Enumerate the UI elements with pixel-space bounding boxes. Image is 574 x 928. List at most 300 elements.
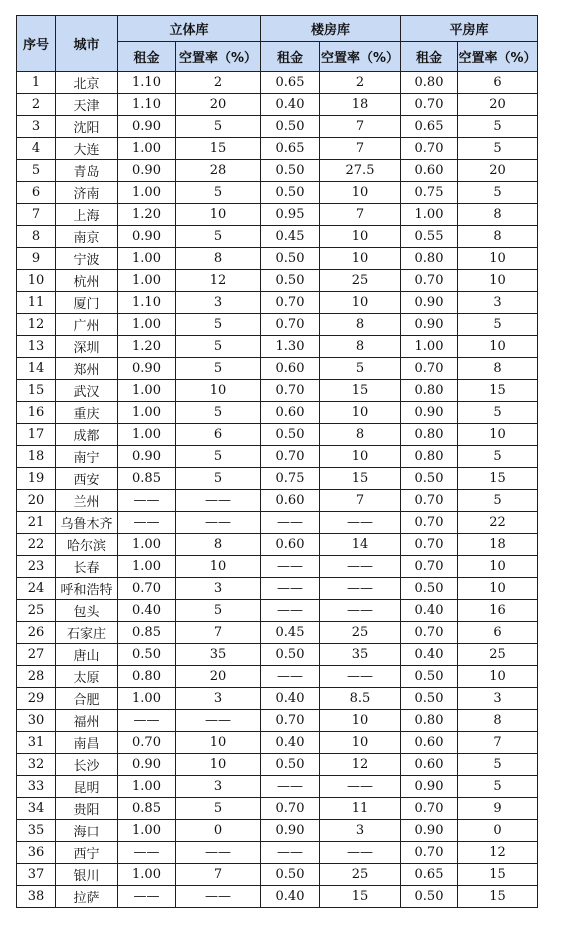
table-body: [17, 72, 538, 908]
cell-index: 20: [17, 490, 56, 512]
table-row: [17, 534, 538, 556]
cell-building-vacancy: ——: [320, 666, 401, 688]
cell-city: 太原: [56, 666, 118, 688]
cell-single-vacancy: 20: [458, 160, 538, 182]
cell-city: 石家庄: [56, 622, 118, 644]
cell-stereo-vacancy: 10: [176, 732, 261, 754]
cell-single-vacancy: 5: [458, 314, 538, 336]
cell-building-rent: 0.50: [261, 182, 320, 204]
cell-stereo-vacancy: ——: [176, 710, 261, 732]
cell-stereo-vacancy: 8: [176, 534, 261, 556]
cell-stereo-vacancy: 3: [176, 776, 261, 798]
table-row: [17, 226, 538, 248]
table-row: [17, 72, 538, 94]
cell-index: 7: [17, 204, 56, 226]
cell-single-rent: 1.00: [401, 336, 458, 358]
cell-stereo-rent: ——: [118, 842, 176, 864]
cell-building-rent: 0.40: [261, 732, 320, 754]
table-row: [17, 776, 538, 798]
cell-single-vacancy: 9: [458, 798, 538, 820]
cell-index: 30: [17, 710, 56, 732]
table-row: [17, 204, 538, 226]
cell-index: 16: [17, 402, 56, 424]
cell-building-vacancy: 2: [320, 72, 401, 94]
cell-building-rent: 0.60: [261, 534, 320, 556]
cell-stereo-vacancy: 5: [176, 226, 261, 248]
cell-building-rent: 0.50: [261, 644, 320, 666]
cell-single-vacancy: 8: [458, 710, 538, 732]
table-row: [17, 688, 538, 710]
cell-stereo-rent: 0.85: [118, 468, 176, 490]
cell-single-vacancy: 5: [458, 754, 538, 776]
cell-index: 28: [17, 666, 56, 688]
cell-index: 6: [17, 182, 56, 204]
cell-city: 北京: [56, 72, 118, 94]
cell-building-rent: ——: [261, 578, 320, 600]
cell-building-vacancy: 14: [320, 534, 401, 556]
cell-single-rent: 0.60: [401, 732, 458, 754]
cell-stereo-rent: 1.00: [118, 182, 176, 204]
table-row: [17, 710, 538, 732]
table-row: [17, 468, 538, 490]
cell-single-rent: 0.80: [401, 380, 458, 402]
cell-single-rent: 0.70: [401, 798, 458, 820]
cell-city: 武汉: [56, 380, 118, 402]
cell-building-vacancy: 5: [320, 358, 401, 380]
header-vacancy: 空置率（%）: [320, 42, 401, 72]
cell-building-rent: 0.70: [261, 292, 320, 314]
cell-index: 32: [17, 754, 56, 776]
cell-city: 成都: [56, 424, 118, 446]
cell-city: 呼和浩特: [56, 578, 118, 600]
cell-stereo-vacancy: 0: [176, 820, 261, 842]
cell-building-vacancy: 10: [320, 182, 401, 204]
cell-stereo-vacancy: 3: [176, 578, 261, 600]
cell-stereo-rent: 1.00: [118, 138, 176, 160]
cell-building-vacancy: 3: [320, 820, 401, 842]
cell-single-rent: 0.90: [401, 292, 458, 314]
cell-index: 10: [17, 270, 56, 292]
cell-stereo-rent: 1.00: [118, 688, 176, 710]
cell-city: 大连: [56, 138, 118, 160]
table-row: [17, 886, 538, 908]
cell-city: 青岛: [56, 160, 118, 182]
cell-index: 11: [17, 292, 56, 314]
cell-building-vacancy: ——: [320, 578, 401, 600]
cell-stereo-rent: ——: [118, 710, 176, 732]
cell-index: 3: [17, 116, 56, 138]
table-row: [17, 336, 538, 358]
cell-single-vacancy: 10: [458, 556, 538, 578]
cell-single-vacancy: 10: [458, 424, 538, 446]
cell-single-vacancy: 10: [458, 270, 538, 292]
cell-building-rent: ——: [261, 556, 320, 578]
cell-index: 17: [17, 424, 56, 446]
cell-stereo-vacancy: 12: [176, 270, 261, 292]
cell-city: 西安: [56, 468, 118, 490]
header-rent: 租金: [261, 42, 320, 72]
cell-single-vacancy: 25: [458, 644, 538, 666]
cell-single-rent: 0.70: [401, 94, 458, 116]
cell-stereo-vacancy: ——: [176, 490, 261, 512]
cell-stereo-vacancy: 5: [176, 116, 261, 138]
cell-city: 长春: [56, 556, 118, 578]
cell-building-vacancy: ——: [320, 776, 401, 798]
cell-building-rent: 0.60: [261, 358, 320, 380]
cell-index: 15: [17, 380, 56, 402]
cell-building-vacancy: 25: [320, 622, 401, 644]
cell-city: 南京: [56, 226, 118, 248]
cell-stereo-vacancy: 5: [176, 336, 261, 358]
cell-building-vacancy: ——: [320, 512, 401, 534]
cell-single-rent: 0.70: [401, 556, 458, 578]
header-group-stereo-warehouse: 立体库: [118, 16, 261, 42]
cell-building-vacancy: 25: [320, 864, 401, 886]
cell-building-rent: 0.50: [261, 754, 320, 776]
cell-single-vacancy: 8: [458, 358, 538, 380]
cell-index: 27: [17, 644, 56, 666]
cell-building-rent: 0.50: [261, 424, 320, 446]
cell-single-vacancy: 0: [458, 820, 538, 842]
cell-building-vacancy: 7: [320, 138, 401, 160]
cell-single-rent: 0.80: [401, 446, 458, 468]
cell-city: 昆明: [56, 776, 118, 798]
table-row: [17, 160, 538, 182]
cell-index: 5: [17, 160, 56, 182]
cell-single-rent: 0.80: [401, 424, 458, 446]
cell-stereo-rent: 0.90: [118, 754, 176, 776]
cell-index: 8: [17, 226, 56, 248]
cell-single-rent: 0.65: [401, 116, 458, 138]
cell-single-rent: 0.50: [401, 468, 458, 490]
cell-building-vacancy: 10: [320, 292, 401, 314]
cell-stereo-rent: 1.00: [118, 248, 176, 270]
cell-single-rent: 0.90: [401, 314, 458, 336]
cell-single-vacancy: 22: [458, 512, 538, 534]
cell-building-vacancy: 27.5: [320, 160, 401, 182]
cell-building-rent: 0.60: [261, 402, 320, 424]
cell-stereo-rent: 0.90: [118, 226, 176, 248]
cell-single-rent: 0.40: [401, 600, 458, 622]
cell-building-rent: ——: [261, 776, 320, 798]
cell-building-rent: 0.50: [261, 864, 320, 886]
cell-stereo-vacancy: 7: [176, 622, 261, 644]
cell-building-rent: 0.70: [261, 314, 320, 336]
warehouse-rent-table-container: [16, 15, 538, 908]
cell-stereo-rent: 0.40: [118, 600, 176, 622]
cell-single-rent: 0.70: [401, 490, 458, 512]
table-row: [17, 490, 538, 512]
cell-stereo-rent: 0.85: [118, 622, 176, 644]
cell-single-rent: 0.40: [401, 644, 458, 666]
table-row: [17, 512, 538, 534]
cell-single-rent: 0.70: [401, 534, 458, 556]
cell-building-rent: 0.90: [261, 820, 320, 842]
cell-single-rent: 1.00: [401, 204, 458, 226]
table-row: [17, 622, 538, 644]
cell-stereo-vacancy: ——: [176, 842, 261, 864]
cell-single-rent: 0.50: [401, 688, 458, 710]
cell-stereo-rent: 0.70: [118, 732, 176, 754]
table-row: [17, 446, 538, 468]
cell-index: 2: [17, 94, 56, 116]
cell-city: 哈尔滨: [56, 534, 118, 556]
cell-building-vacancy: 8: [320, 336, 401, 358]
cell-building-rent: 0.45: [261, 226, 320, 248]
header-rent: 租金: [401, 42, 458, 72]
cell-building-rent: 0.50: [261, 270, 320, 292]
cell-building-vacancy: 10: [320, 226, 401, 248]
table-row: [17, 864, 538, 886]
cell-single-vacancy: 10: [458, 578, 538, 600]
header-index: 序号: [17, 16, 56, 72]
cell-single-vacancy: 10: [458, 248, 538, 270]
header-city: 城市: [56, 16, 118, 72]
cell-single-rent: 0.50: [401, 666, 458, 688]
table-row: [17, 424, 538, 446]
cell-stereo-rent: 1.00: [118, 556, 176, 578]
cell-building-vacancy: ——: [320, 556, 401, 578]
cell-stereo-vacancy: 5: [176, 600, 261, 622]
cell-stereo-vacancy: 15: [176, 138, 261, 160]
cell-building-vacancy: 7: [320, 490, 401, 512]
cell-city: 杭州: [56, 270, 118, 292]
cell-single-vacancy: 8: [458, 204, 538, 226]
cell-single-vacancy: 12: [458, 842, 538, 864]
cell-city: 乌鲁木齐: [56, 512, 118, 534]
header-group-building-warehouse: 楼房库: [261, 16, 401, 42]
cell-stereo-rent: 1.10: [118, 72, 176, 94]
cell-building-rent: 0.65: [261, 72, 320, 94]
cell-building-vacancy: 10: [320, 710, 401, 732]
cell-building-vacancy: 25: [320, 270, 401, 292]
cell-index: 21: [17, 512, 56, 534]
warehouse-rent-table: [16, 15, 538, 908]
header-vacancy: 空置率（%）: [176, 42, 261, 72]
cell-stereo-rent: 1.00: [118, 534, 176, 556]
header-rent: 租金: [118, 42, 176, 72]
table-row: [17, 248, 538, 270]
cell-building-vacancy: 15: [320, 380, 401, 402]
table-row: [17, 644, 538, 666]
cell-city: 长沙: [56, 754, 118, 776]
cell-building-vacancy: ——: [320, 842, 401, 864]
cell-index: 36: [17, 842, 56, 864]
cell-single-rent: 0.55: [401, 226, 458, 248]
cell-index: 38: [17, 886, 56, 908]
cell-single-vacancy: 6: [458, 72, 538, 94]
cell-building-rent: 0.40: [261, 886, 320, 908]
cell-index: 14: [17, 358, 56, 380]
cell-stereo-rent: 1.10: [118, 292, 176, 314]
cell-stereo-vacancy: 10: [176, 754, 261, 776]
cell-index: 25: [17, 600, 56, 622]
cell-index: 29: [17, 688, 56, 710]
table-row: [17, 314, 538, 336]
cell-index: 34: [17, 798, 56, 820]
table-row: [17, 380, 538, 402]
cell-city: 上海: [56, 204, 118, 226]
cell-stereo-vacancy: 10: [176, 380, 261, 402]
cell-index: 19: [17, 468, 56, 490]
cell-single-rent: 0.80: [401, 710, 458, 732]
cell-city: 西宁: [56, 842, 118, 864]
cell-building-rent: 0.45: [261, 622, 320, 644]
cell-stereo-rent: 0.90: [118, 446, 176, 468]
cell-building-vacancy: 10: [320, 732, 401, 754]
cell-city: 沈阳: [56, 116, 118, 138]
cell-building-vacancy: 7: [320, 204, 401, 226]
cell-single-rent: 0.70: [401, 270, 458, 292]
table-row: [17, 292, 538, 314]
cell-stereo-rent: 1.00: [118, 270, 176, 292]
table-row: [17, 600, 538, 622]
cell-building-vacancy: 11: [320, 798, 401, 820]
cell-single-vacancy: 3: [458, 292, 538, 314]
cell-building-rent: 0.50: [261, 160, 320, 182]
cell-single-vacancy: 5: [458, 446, 538, 468]
table-row: [17, 842, 538, 864]
cell-stereo-rent: 1.20: [118, 204, 176, 226]
cell-single-vacancy: 3: [458, 688, 538, 710]
cell-index: 24: [17, 578, 56, 600]
cell-stereo-rent: 0.70: [118, 578, 176, 600]
cell-stereo-vacancy: 5: [176, 798, 261, 820]
cell-stereo-vacancy: ——: [176, 886, 261, 908]
table-row: [17, 94, 538, 116]
cell-city: 唐山: [56, 644, 118, 666]
cell-stereo-vacancy: 5: [176, 358, 261, 380]
header-group-single-storey-warehouse: 平房库: [401, 16, 538, 42]
cell-building-rent: 0.70: [261, 446, 320, 468]
cell-city: 海口: [56, 820, 118, 842]
cell-building-rent: ——: [261, 666, 320, 688]
cell-building-rent: 0.65: [261, 138, 320, 160]
cell-single-rent: 0.60: [401, 160, 458, 182]
cell-building-rent: ——: [261, 600, 320, 622]
cell-stereo-rent: 0.90: [118, 116, 176, 138]
cell-single-rent: 0.70: [401, 842, 458, 864]
cell-building-vacancy: 10: [320, 248, 401, 270]
cell-index: 35: [17, 820, 56, 842]
cell-stereo-rent: 1.00: [118, 776, 176, 798]
cell-building-rent: 1.30: [261, 336, 320, 358]
cell-building-rent: 0.95: [261, 204, 320, 226]
cell-stereo-vacancy: 28: [176, 160, 261, 182]
cell-single-vacancy: 15: [458, 468, 538, 490]
cell-city: 兰州: [56, 490, 118, 512]
cell-single-vacancy: 15: [458, 864, 538, 886]
cell-single-vacancy: 5: [458, 490, 538, 512]
cell-single-vacancy: 6: [458, 622, 538, 644]
cell-single-rent: 0.90: [401, 776, 458, 798]
table-row: [17, 358, 538, 380]
cell-single-vacancy: 15: [458, 886, 538, 908]
cell-building-rent: 0.40: [261, 688, 320, 710]
cell-single-rent: 0.90: [401, 820, 458, 842]
cell-stereo-rent: 1.00: [118, 424, 176, 446]
table-row: [17, 556, 538, 578]
cell-single-vacancy: 20: [458, 94, 538, 116]
cell-stereo-vacancy: 5: [176, 446, 261, 468]
cell-stereo-rent: 0.90: [118, 358, 176, 380]
cell-index: 4: [17, 138, 56, 160]
cell-single-vacancy: 16: [458, 600, 538, 622]
cell-index: 23: [17, 556, 56, 578]
cell-single-rent: 0.70: [401, 358, 458, 380]
cell-city: 广州: [56, 314, 118, 336]
cell-building-vacancy: ——: [320, 600, 401, 622]
cell-building-rent: 0.70: [261, 798, 320, 820]
cell-stereo-vacancy: 2: [176, 72, 261, 94]
cell-single-rent: 0.65: [401, 864, 458, 886]
cell-stereo-rent: 0.80: [118, 666, 176, 688]
cell-stereo-rent: 1.00: [118, 314, 176, 336]
cell-stereo-rent: 0.50: [118, 644, 176, 666]
cell-single-vacancy: 5: [458, 776, 538, 798]
table-row: [17, 182, 538, 204]
cell-building-vacancy: 15: [320, 468, 401, 490]
cell-single-rent: 0.80: [401, 248, 458, 270]
cell-stereo-rent: ——: [118, 490, 176, 512]
cell-single-rent: 0.70: [401, 622, 458, 644]
cell-single-rent: 0.50: [401, 578, 458, 600]
cell-stereo-vacancy: 20: [176, 94, 261, 116]
cell-stereo-rent: 0.85: [118, 798, 176, 820]
cell-single-vacancy: 10: [458, 336, 538, 358]
cell-city: 南昌: [56, 732, 118, 754]
cell-single-vacancy: 5: [458, 182, 538, 204]
cell-index: 18: [17, 446, 56, 468]
cell-single-vacancy: 10: [458, 666, 538, 688]
cell-index: 9: [17, 248, 56, 270]
cell-stereo-rent: 1.00: [118, 820, 176, 842]
cell-building-rent: 0.50: [261, 248, 320, 270]
cell-stereo-rent: 1.20: [118, 336, 176, 358]
cell-city: 贵阳: [56, 798, 118, 820]
cell-city: 郑州: [56, 358, 118, 380]
cell-building-rent: 0.70: [261, 710, 320, 732]
cell-building-vacancy: 8: [320, 314, 401, 336]
table-row: [17, 754, 538, 776]
cell-building-rent: 0.50: [261, 116, 320, 138]
table-row: [17, 820, 538, 842]
cell-building-vacancy: 35: [320, 644, 401, 666]
cell-index: 1: [17, 72, 56, 94]
cell-single-vacancy: 5: [458, 402, 538, 424]
cell-city: 南宁: [56, 446, 118, 468]
cell-index: 13: [17, 336, 56, 358]
header-vacancy: 空置率（%）: [458, 42, 538, 72]
cell-stereo-rent: 1.00: [118, 864, 176, 886]
table-row: [17, 666, 538, 688]
cell-stereo-rent: 1.00: [118, 402, 176, 424]
cell-building-vacancy: 15: [320, 886, 401, 908]
cell-stereo-vacancy: 20: [176, 666, 261, 688]
cell-building-vacancy: 10: [320, 446, 401, 468]
cell-stereo-vacancy: 8: [176, 248, 261, 270]
cell-single-vacancy: 15: [458, 380, 538, 402]
cell-single-vacancy: 7: [458, 732, 538, 754]
cell-stereo-vacancy: 10: [176, 204, 261, 226]
table-row: [17, 116, 538, 138]
cell-single-vacancy: 5: [458, 116, 538, 138]
cell-index: 22: [17, 534, 56, 556]
cell-city: 包头: [56, 600, 118, 622]
cell-index: 33: [17, 776, 56, 798]
cell-index: 26: [17, 622, 56, 644]
table-row: [17, 402, 538, 424]
